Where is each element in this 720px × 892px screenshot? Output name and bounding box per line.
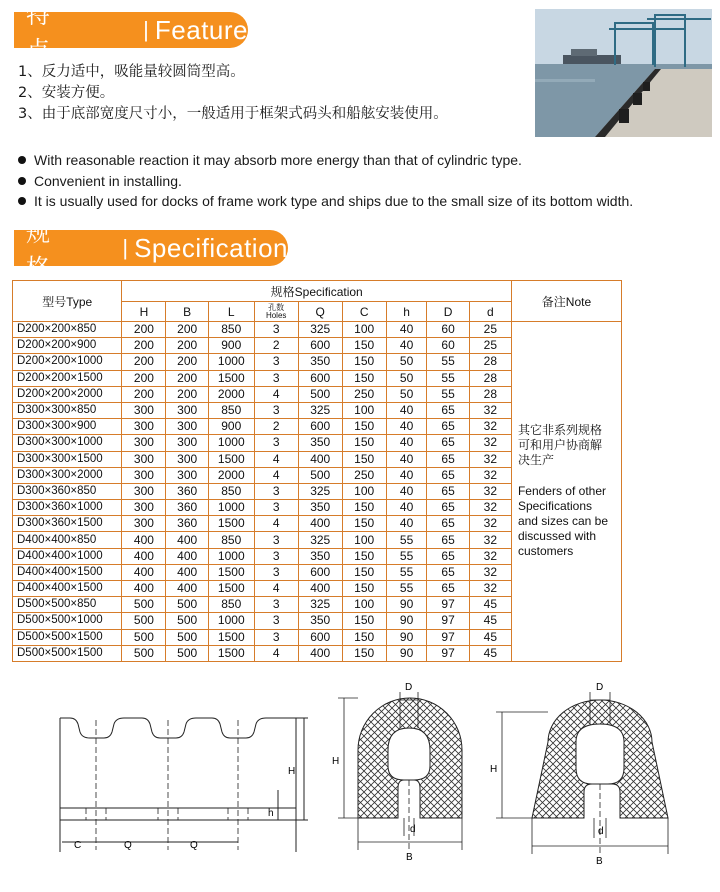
table-cell: 900	[208, 419, 254, 435]
table-cell: 55	[427, 354, 469, 370]
table-cell: 150	[342, 500, 386, 516]
table-cell: 4	[254, 386, 298, 402]
bullet-icon	[18, 197, 26, 205]
table-cell: 3	[254, 402, 298, 418]
dim-label-h: H	[288, 766, 296, 777]
column-header: B	[166, 302, 209, 322]
feature-title-separator: |	[143, 17, 149, 42]
table-cell: 40	[386, 451, 427, 467]
dim-label-b: B	[596, 856, 603, 867]
table-cell: 32	[469, 532, 511, 548]
model-cell: D400×400×1500	[13, 564, 122, 580]
table-cell: 45	[469, 613, 511, 629]
table-cell: 32	[469, 516, 511, 532]
table-cell: 3	[254, 354, 298, 370]
model-cell: D500×500×850	[13, 597, 122, 613]
table-cell: 200	[166, 370, 209, 386]
table-cell: 45	[469, 645, 511, 661]
table-cell: 300	[166, 451, 209, 467]
table-cell: 500	[166, 613, 209, 629]
table-cell: 65	[427, 483, 469, 499]
table-cell: 1000	[208, 500, 254, 516]
feature-point-cn: 1、反力适中，吸能量较圆筒型高。	[18, 64, 245, 80]
port-fender-photo	[535, 9, 712, 137]
table-cell: 400	[298, 581, 342, 597]
table-cell: 65	[427, 564, 469, 580]
table-cell: 300	[166, 467, 209, 483]
table-cell: 150	[342, 435, 386, 451]
table-cell: 4	[254, 645, 298, 661]
table-cell: 40	[386, 467, 427, 483]
model-cell: D500×500×1500	[13, 629, 122, 645]
table-cell: 150	[342, 629, 386, 645]
table-cell: 600	[298, 338, 342, 354]
table-cell: 500	[122, 613, 166, 629]
table-cell: 2000	[208, 467, 254, 483]
table-cell: 400	[166, 581, 209, 597]
table-cell: 3	[254, 564, 298, 580]
table-cell: 3	[254, 500, 298, 516]
table-cell: 32	[469, 483, 511, 499]
table-cell: 300	[122, 467, 166, 483]
table-cell: 3	[254, 483, 298, 499]
column-header: H	[122, 302, 166, 322]
model-cell: D200×200×900	[13, 338, 122, 354]
table-cell: 32	[469, 548, 511, 564]
dim-label-d: D	[596, 682, 604, 693]
note-line-en: and sizes can be	[517, 514, 609, 529]
table-cell: 150	[342, 581, 386, 597]
table-cell: 1000	[208, 435, 254, 451]
table-cell: 360	[166, 516, 209, 532]
table-cell: 1000	[208, 613, 254, 629]
note-line-cn: 可和用户协商解	[517, 438, 602, 453]
table-cell: 200	[122, 338, 166, 354]
bullet-icon	[18, 156, 26, 164]
model-cell: D200×200×2000	[13, 386, 122, 402]
dim-label-c: C	[74, 840, 82, 851]
table-cell: 500	[298, 467, 342, 483]
table-cell: 65	[427, 467, 469, 483]
spec-group-header: 规格Specification	[122, 281, 512, 302]
model-cell: D300×300×1500	[13, 451, 122, 467]
model-cell: D200×200×850	[13, 322, 122, 338]
table-cell: 325	[298, 402, 342, 418]
note-line-cn: 其它非系列规格	[517, 423, 602, 438]
column-header: L	[208, 302, 254, 322]
table-cell: 3	[254, 532, 298, 548]
table-cell: 200	[122, 370, 166, 386]
table-cell: 200	[166, 338, 209, 354]
column-header: Q	[298, 302, 342, 322]
table-row	[13, 322, 622, 338]
note-line-en: Specifications	[517, 499, 592, 514]
table-cell: 40	[386, 435, 427, 451]
feature-point-en	[18, 191, 633, 212]
model-cell: D500×500×1500	[13, 645, 122, 661]
column-header: d	[469, 302, 511, 322]
spec-table	[12, 280, 622, 662]
table-cell: 600	[298, 629, 342, 645]
table-cell: 300	[122, 419, 166, 435]
table-cell: 32	[469, 500, 511, 516]
model-cell: D300×300×850	[13, 402, 122, 418]
table-cell: 1500	[208, 629, 254, 645]
table-cell: 50	[386, 386, 427, 402]
feature-point-cn: 2、安装方便。	[18, 85, 115, 101]
table-cell: 150	[342, 564, 386, 580]
dim-label-d: D	[405, 682, 413, 693]
feature-points-en	[18, 150, 633, 212]
table-cell: 200	[122, 322, 166, 338]
table-cell: 50	[386, 370, 427, 386]
table-cell: 350	[298, 435, 342, 451]
table-cell: 32	[469, 402, 511, 418]
table-cell: 600	[298, 564, 342, 580]
table-cell: 1000	[208, 354, 254, 370]
table-cell: 2	[254, 419, 298, 435]
table-cell: 325	[298, 532, 342, 548]
table-cell: 3	[254, 435, 298, 451]
table-cell: 300	[166, 419, 209, 435]
table-cell: 200	[122, 386, 166, 402]
spec-title-en: Specification	[134, 232, 288, 263]
model-cell: D200×200×1000	[13, 354, 122, 370]
note-cell	[511, 322, 621, 662]
table-cell: 65	[427, 581, 469, 597]
table-cell: 65	[427, 435, 469, 451]
table-cell: 45	[469, 629, 511, 645]
table-cell: 3	[254, 597, 298, 613]
model-cell: D400×400×1000	[13, 548, 122, 564]
table-cell: 45	[469, 597, 511, 613]
feature-point-en-text: With reasonable reaction it may absorb more energy than that of cylindric type.	[34, 152, 522, 168]
table-cell: 300	[122, 451, 166, 467]
table-cell: 65	[427, 548, 469, 564]
table-cell: 32	[469, 419, 511, 435]
side-view-drawing	[60, 718, 308, 852]
note-gap	[518, 468, 615, 484]
table-cell: 28	[469, 370, 511, 386]
table-cell: 60	[427, 338, 469, 354]
feature-point-en-text: It is usually used for docks of frame work type and ships due to the small size of its bottom width.	[34, 193, 634, 209]
table-cell: 40	[386, 483, 427, 499]
dim-label-b: B	[406, 852, 413, 863]
table-cell: 150	[342, 419, 386, 435]
feature-point-en	[18, 150, 633, 171]
model-header: 型号Type	[13, 281, 122, 322]
dim-label-h-small: h	[268, 808, 274, 819]
table-cell: 40	[386, 500, 427, 516]
table-cell: 100	[342, 532, 386, 548]
table-cell: 32	[469, 451, 511, 467]
table-cell: 50	[386, 354, 427, 370]
table-cell: 32	[469, 435, 511, 451]
table-cell: 100	[342, 402, 386, 418]
model-cell: D500×500×1000	[13, 613, 122, 629]
table-cell: 300	[166, 402, 209, 418]
table-cell: 360	[166, 483, 209, 499]
table-cell: 65	[427, 402, 469, 418]
table-cell: 300	[122, 402, 166, 418]
table-cell: 400	[166, 532, 209, 548]
table-cell: 400	[298, 516, 342, 532]
dim-label-h: H	[490, 764, 498, 775]
table-cell: 600	[298, 370, 342, 386]
holes-header-cn: 孔数	[268, 302, 285, 312]
feature-point-cn: 3、由于底部宽度尺寸小，一般适用于框架式码头和船舷安装使用。	[18, 106, 448, 122]
table-cell: 65	[427, 532, 469, 548]
holes-header-en: Holes	[265, 310, 287, 320]
model-cell: D300×300×2000	[13, 467, 122, 483]
section-view-trapezoid	[496, 692, 668, 854]
table-cell: 400	[122, 548, 166, 564]
table-cell: 500	[122, 645, 166, 661]
note-line-cn: 决生产	[517, 453, 554, 468]
table-cell: 55	[427, 386, 469, 402]
table-cell: 4	[254, 516, 298, 532]
table-cell: 850	[208, 322, 254, 338]
table-cell: 350	[298, 613, 342, 629]
table-cell: 65	[427, 419, 469, 435]
table-cell: 250	[342, 467, 386, 483]
table-cell: 850	[208, 597, 254, 613]
table-cell: 350	[298, 548, 342, 564]
table-cell: 40	[386, 338, 427, 354]
table-cell: 25	[469, 338, 511, 354]
table-cell: 2000	[208, 386, 254, 402]
model-cell: D200×200×1500	[13, 370, 122, 386]
model-cell: D300×360×1500	[13, 516, 122, 532]
table-cell: 55	[386, 564, 427, 580]
table-cell: 325	[298, 483, 342, 499]
feature-title-cn: 特 点	[26, 1, 110, 64]
table-cell: 90	[386, 597, 427, 613]
table-cell: 4	[254, 451, 298, 467]
note-line-en: customers	[517, 544, 574, 559]
table-cell: 97	[427, 613, 469, 629]
table-cell: 500	[122, 629, 166, 645]
table-cell: 32	[469, 564, 511, 580]
fender-technical-drawing	[0, 680, 720, 892]
table-cell: 90	[386, 645, 427, 661]
table-cell: 150	[342, 548, 386, 564]
model-cell: D400×400×850	[13, 532, 122, 548]
table-cell: 400	[166, 564, 209, 580]
table-cell: 97	[427, 597, 469, 613]
model-cell: D400×400×1500	[13, 581, 122, 597]
table-cell: 25	[469, 322, 511, 338]
table-cell: 1000	[208, 548, 254, 564]
table-cell: 3	[254, 370, 298, 386]
note-line-en: discussed with	[517, 529, 596, 544]
column-header: D	[427, 302, 469, 322]
model-cell: D300×360×850	[13, 483, 122, 499]
table-cell: 1500	[208, 370, 254, 386]
spec-title-cn: 规 格	[26, 219, 110, 282]
table-cell: 150	[342, 516, 386, 532]
table-cell: 200	[122, 354, 166, 370]
table-cell: 55	[386, 532, 427, 548]
table-cell: 1500	[208, 564, 254, 580]
table-cell: 90	[386, 629, 427, 645]
table-cell: 400	[122, 564, 166, 580]
table-cell: 400	[298, 645, 342, 661]
table-cell: 500	[298, 386, 342, 402]
table-cell: 65	[427, 451, 469, 467]
table-cell: 400	[298, 451, 342, 467]
table-cell: 60	[427, 322, 469, 338]
table-cell: 40	[386, 402, 427, 418]
dim-label-d-small: d	[598, 826, 604, 837]
table-cell: 300	[122, 435, 166, 451]
table-cell: 4	[254, 467, 298, 483]
feature-points-cn	[18, 62, 448, 125]
table-cell: 3	[254, 548, 298, 564]
table-cell: 40	[386, 322, 427, 338]
table-cell: 2	[254, 338, 298, 354]
column-header: C	[342, 302, 386, 322]
feature-title-en: Feature	[154, 14, 248, 45]
table-cell: 1500	[208, 581, 254, 597]
dim-label-q: Q	[124, 840, 132, 851]
table-cell: 40	[386, 419, 427, 435]
table-cell: 400	[122, 581, 166, 597]
table-cell: 300	[166, 435, 209, 451]
table-cell: 150	[342, 451, 386, 467]
note-header: 备注Note	[511, 281, 621, 322]
table-cell: 55	[427, 370, 469, 386]
table-cell: 300	[122, 500, 166, 516]
table-cell: 100	[342, 483, 386, 499]
feature-point-en-text: Convenient in installing.	[34, 172, 182, 189]
table-cell: 65	[427, 500, 469, 516]
feature-banner	[14, 1, 248, 64]
table-cell: 100	[342, 597, 386, 613]
feature-point-en	[18, 171, 633, 192]
table-cell: 3	[254, 322, 298, 338]
table-cell: 150	[342, 338, 386, 354]
table-cell: 1500	[208, 645, 254, 661]
table-cell: 500	[166, 645, 209, 661]
table-cell: 500	[166, 597, 209, 613]
table-cell: 900	[208, 338, 254, 354]
note-line-en: Fenders of other	[517, 484, 607, 499]
table-cell: 400	[122, 532, 166, 548]
table-cell: 350	[298, 354, 342, 370]
table-cell: 150	[342, 370, 386, 386]
column-header-holes	[254, 302, 298, 322]
table-cell: 200	[166, 386, 209, 402]
table-cell: 150	[342, 354, 386, 370]
section-view-d-type	[338, 692, 462, 850]
table-cell: 200	[166, 354, 209, 370]
table-cell: 600	[298, 419, 342, 435]
table-cell: 28	[469, 386, 511, 402]
table-cell: 28	[469, 354, 511, 370]
column-header: h	[386, 302, 427, 322]
table-cell: 850	[208, 483, 254, 499]
bullet-icon	[18, 177, 26, 185]
table-cell: 850	[208, 532, 254, 548]
table-cell: 3	[254, 613, 298, 629]
table-cell: 100	[342, 322, 386, 338]
table-cell: 90	[386, 613, 427, 629]
table-cell: 1500	[208, 516, 254, 532]
table-cell: 55	[386, 581, 427, 597]
table-cell: 360	[166, 500, 209, 516]
table-cell: 97	[427, 645, 469, 661]
model-cell: D300×360×1000	[13, 500, 122, 516]
table-cell: 32	[469, 581, 511, 597]
table-cell: 300	[122, 483, 166, 499]
table-cell: 150	[342, 645, 386, 661]
table-cell: 200	[166, 322, 209, 338]
table-cell: 97	[427, 629, 469, 645]
table-cell: 850	[208, 402, 254, 418]
table-cell: 500	[166, 629, 209, 645]
dim-label-d-small: d	[410, 824, 416, 835]
table-cell: 250	[342, 386, 386, 402]
table-cell: 3	[254, 629, 298, 645]
table-cell: 65	[427, 516, 469, 532]
spec-banner	[14, 219, 288, 282]
dim-label-q: Q	[190, 840, 198, 851]
table-cell: 300	[122, 516, 166, 532]
table-cell: 40	[386, 516, 427, 532]
spec-title-separator: |	[122, 235, 129, 260]
table-cell: 350	[298, 500, 342, 516]
table-cell: 150	[342, 613, 386, 629]
table-cell: 325	[298, 597, 342, 613]
table-cell: 400	[166, 548, 209, 564]
model-cell: D300×300×900	[13, 419, 122, 435]
table-cell: 32	[469, 467, 511, 483]
model-cell: D300×300×1000	[13, 435, 122, 451]
table-cell: 55	[386, 548, 427, 564]
table-cell: 1500	[208, 451, 254, 467]
dim-label-h: H	[332, 756, 340, 767]
table-cell: 4	[254, 581, 298, 597]
table-cell: 325	[298, 322, 342, 338]
table-cell: 500	[122, 597, 166, 613]
